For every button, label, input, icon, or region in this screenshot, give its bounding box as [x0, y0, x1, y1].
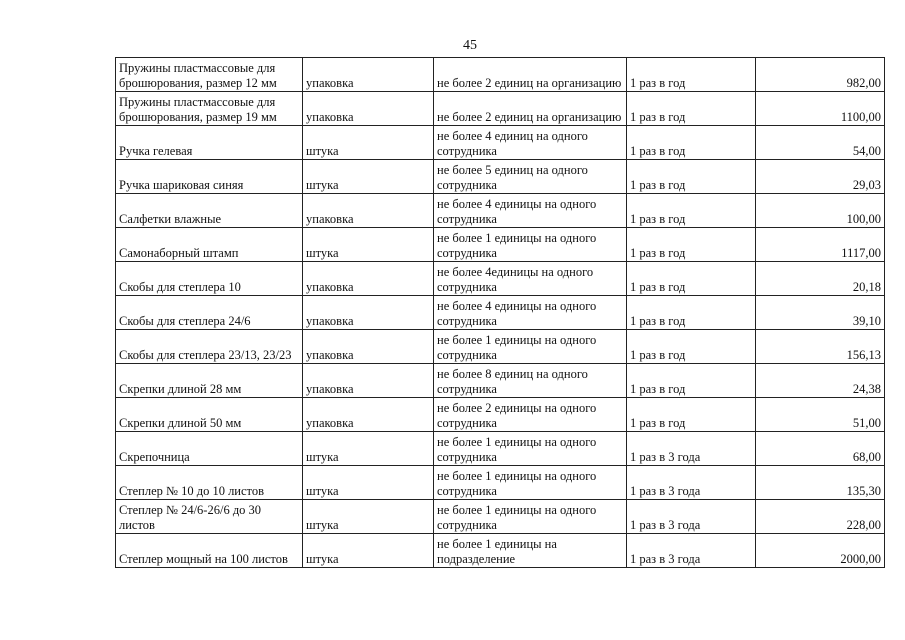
item-unit: штука — [303, 500, 434, 534]
page-number: 45 — [463, 38, 477, 53]
item-norm: не более 4 единиц на одного сотрудника — [434, 126, 627, 160]
item-frequency: 1 раз в 3 года — [627, 500, 756, 534]
item-price: 1100,00 — [756, 92, 885, 126]
item-unit: упаковка — [303, 330, 434, 364]
item-unit: упаковка — [303, 364, 434, 398]
item-norm: не более 1 единицы на одного сотрудника — [434, 432, 627, 466]
item-norm: не более 5 единиц на одного сотрудника — [434, 160, 627, 194]
item-frequency: 1 раз в год — [627, 228, 756, 262]
item-norm: не более 1 единицы на одного сотрудника — [434, 500, 627, 534]
item-frequency: 1 раз в год — [627, 58, 756, 92]
item-unit: штука — [303, 126, 434, 160]
table-row — [116, 432, 885, 466]
item-unit: штука — [303, 160, 434, 194]
item-norm: не более 2 единицы на одного сотрудника — [434, 398, 627, 432]
table-row — [116, 398, 885, 432]
item-unit: упаковка — [303, 194, 434, 228]
item-norm: не более 2 единиц на организацию — [434, 58, 627, 92]
item-name: Скрепки длиной 28 мм — [116, 364, 303, 398]
item-price: 228,00 — [756, 500, 885, 534]
item-price: 39,10 — [756, 296, 885, 330]
item-name: Ручка шариковая синяя — [116, 160, 303, 194]
item-norm: не более 1 единицы на одного сотрудника — [434, 228, 627, 262]
item-norm: не более 4 единицы на одного сотрудника — [434, 296, 627, 330]
item-frequency: 1 раз в год — [627, 398, 756, 432]
table-row — [116, 228, 885, 262]
item-frequency: 1 раз в год — [627, 364, 756, 398]
item-norm: не более 1 единицы на подразделение — [434, 534, 627, 568]
item-name: Степлер № 10 до 10 листов — [116, 466, 303, 500]
item-price: 24,38 — [756, 364, 885, 398]
table-row — [116, 92, 885, 126]
item-name: Ручка гелевая — [116, 126, 303, 160]
item-unit: упаковка — [303, 296, 434, 330]
item-price: 100,00 — [756, 194, 885, 228]
table-row — [116, 534, 885, 568]
item-unit: штука — [303, 466, 434, 500]
table-row — [116, 58, 885, 92]
item-frequency: 1 раз в год — [627, 160, 756, 194]
table-row — [116, 126, 885, 160]
item-name: Скрепки длиной 50 мм — [116, 398, 303, 432]
item-norm: не более 4 единицы на одного сотрудника — [434, 194, 627, 228]
item-frequency: 1 раз в год — [627, 330, 756, 364]
item-price: 54,00 — [756, 126, 885, 160]
item-frequency: 1 раз в год — [627, 92, 756, 126]
item-name: Салфетки влажные — [116, 194, 303, 228]
item-unit: упаковка — [303, 92, 434, 126]
table-row — [116, 364, 885, 398]
item-price: 135,30 — [756, 466, 885, 500]
item-norm: не более 8 единиц на одного сотрудника — [434, 364, 627, 398]
item-price: 29,03 — [756, 160, 885, 194]
item-frequency: 1 раз в 3 года — [627, 466, 756, 500]
item-unit: упаковка — [303, 262, 434, 296]
item-unit: штука — [303, 432, 434, 466]
item-frequency: 1 раз в 3 года — [627, 534, 756, 568]
item-name: Самонаборный штамп — [116, 228, 303, 262]
item-frequency: 1 раз в 3 года — [627, 432, 756, 466]
item-norm: не более 2 единиц на организацию — [434, 92, 627, 126]
table-row — [116, 466, 885, 500]
item-price: 1117,00 — [756, 228, 885, 262]
item-name: Скобы для степлера 24/6 — [116, 296, 303, 330]
item-frequency: 1 раз в год — [627, 296, 756, 330]
table-row — [116, 160, 885, 194]
supplies-table — [115, 57, 885, 568]
item-name: Пружины пластмассовые для брошюрования, размер 19 мм — [116, 92, 303, 126]
item-price: 68,00 — [756, 432, 885, 466]
table-row — [116, 500, 885, 534]
item-name: Степлер мощный на 100 листов — [116, 534, 303, 568]
item-unit: упаковка — [303, 58, 434, 92]
item-unit: штука — [303, 534, 434, 568]
item-price: 20,18 — [756, 262, 885, 296]
table-row — [116, 194, 885, 228]
item-price: 982,00 — [756, 58, 885, 92]
item-name: Скрепочница — [116, 432, 303, 466]
item-price: 2000,00 — [756, 534, 885, 568]
table-row — [116, 296, 885, 330]
item-frequency: 1 раз в год — [627, 262, 756, 296]
item-price: 51,00 — [756, 398, 885, 432]
item-unit: штука — [303, 228, 434, 262]
item-frequency: 1 раз в год — [627, 126, 756, 160]
item-name: Скобы для степлера 10 — [116, 262, 303, 296]
item-norm: не более 4единицы на одного сотрудника — [434, 262, 627, 296]
item-name: Скобы для степлера 23/13, 23/23 — [116, 330, 303, 364]
table-row — [116, 262, 885, 296]
item-norm: не более 1 единицы на одного сотрудника — [434, 466, 627, 500]
item-frequency: 1 раз в год — [627, 194, 756, 228]
table-row — [116, 330, 885, 364]
item-price: 156,13 — [756, 330, 885, 364]
item-name: Пружины пластмассовые для брошюрования, размер 12 мм — [116, 58, 303, 92]
item-name: Степлер № 24/6-26/6 до 30 листов — [116, 500, 303, 534]
item-unit: упаковка — [303, 398, 434, 432]
item-norm: не более 1 единицы на одного сотрудника — [434, 330, 627, 364]
